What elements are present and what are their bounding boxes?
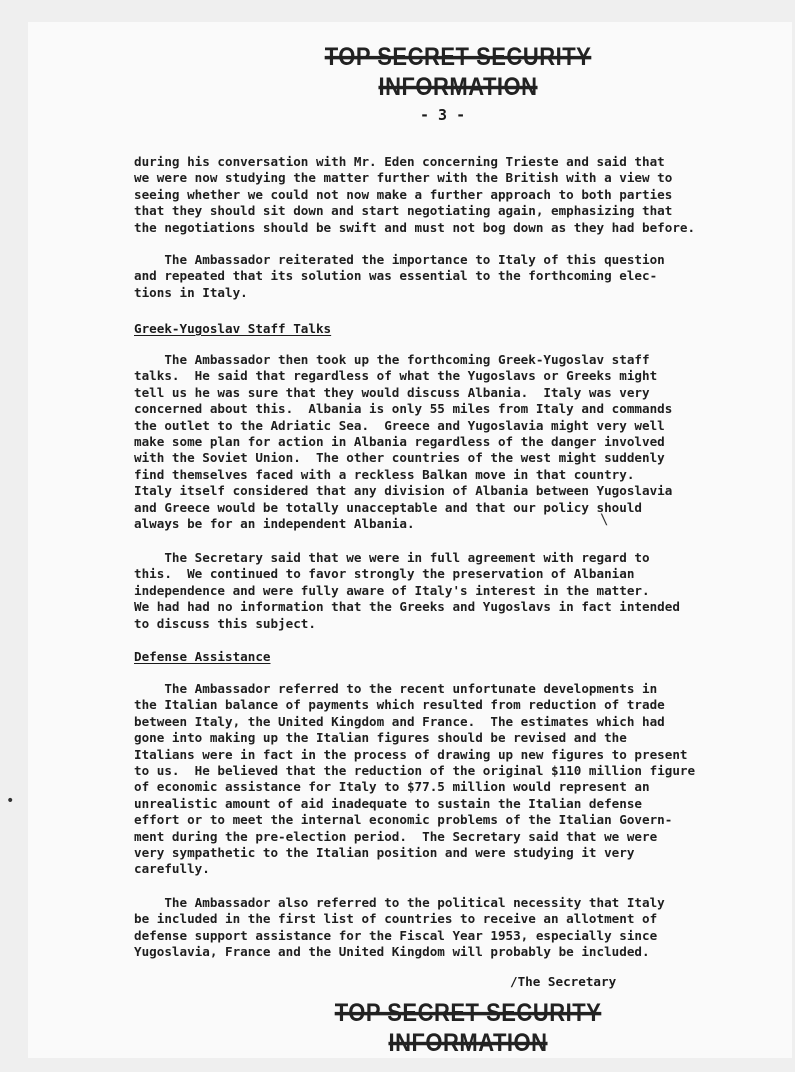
paragraph-albania: The Ambassador then took up the forthcoming Greek-Yugoslav staff talks. He said that regardless of what the Yugoslavs or Greeks might tell us he was sure that they would discuss Albania. Italy was very concerned about this. Albania is only 55 miles from Italy and commands the outlet to the Adriatic Sea. Greece and Yugoslavia might very well make some plan for action in Albania regardless of the danger involved with the Soviet Union. The other countries of the west might suddenly find themselves faced with a reckless Balkan move in that country. Italy itself considered that any division of Albania between Yugoslavia and Greece would be totally unacceptable and that our policy should always be for an independent Albania. xyxy=(134,352,673,532)
classification-stamp-top: TOP SECRET SECURITY INFORMATION xyxy=(324,42,592,101)
heading-greek-yugoslav: Greek-Yugoslav Staff Talks xyxy=(134,321,332,336)
pen-mark: \ xyxy=(600,512,609,528)
paragraph-balance-of-payments: The Ambassador referred to the recent unfortunate developments in the Italian balance of payments which resulted from reduction of trade between Italy, the United Kingdom and France. The estimates which had gone into making up the Italian figures should be revised and the Italians were in fact in the process of drawing up new figures to present to us. He believed that the reduction of the original $110 million figure of economic assistance for Italy to $77.5 million would represent an unrealistic amount of aid inadequate to sustain the Italian defense effort or to meet the internal economic problems of the Italian Govern- ment during the pre-election period. The Secretary said that we were very sympathetic to the Italian position and were studying it very carefully. xyxy=(134,681,696,877)
heading-defense-assistance: Defense Assistance xyxy=(134,649,271,664)
classification-stamp-bottom: TOP SECRET SECURITY INFORMATION xyxy=(334,998,602,1057)
paragraph-elections: The Ambassador reiterated the importance to Italy of this question and repeated that its solution was essential to the forthcoming elec- tions in Italy. xyxy=(134,252,665,300)
paragraph-fiscal-year: The Ambassador also referred to the political necessity that Italy be included in the first list of countries to receive an allotment of defense support assistance for the Fiscal Year 1953, especially since Yugoslavia, France and the United Kingdom will probably be included. xyxy=(134,895,665,960)
document-page xyxy=(28,22,792,1058)
margin-mark: • xyxy=(6,793,15,809)
page-number: - 3 - xyxy=(420,106,466,124)
paragraph-secretary-response: The Secretary said that we were in full agreement with regard to this. We continued to favor strongly the preservation of Albanian independence and were fully aware of Italy's interest in the matter. We had had no information that the Greeks and Yugoslavs in fact intended to discuss this subject. xyxy=(134,550,680,631)
continuation-line: /The Secretary xyxy=(510,974,617,989)
paragraph-trieste: during his conversation with Mr. Eden concerning Trieste and said that we were now studying the matter further with the British with a view to seeing whether we could not now make a further approach to both parties that they should sit down and start negotiating again, emphasizing that the negotiations should be swift and must not bog down as they had before. xyxy=(134,154,696,235)
